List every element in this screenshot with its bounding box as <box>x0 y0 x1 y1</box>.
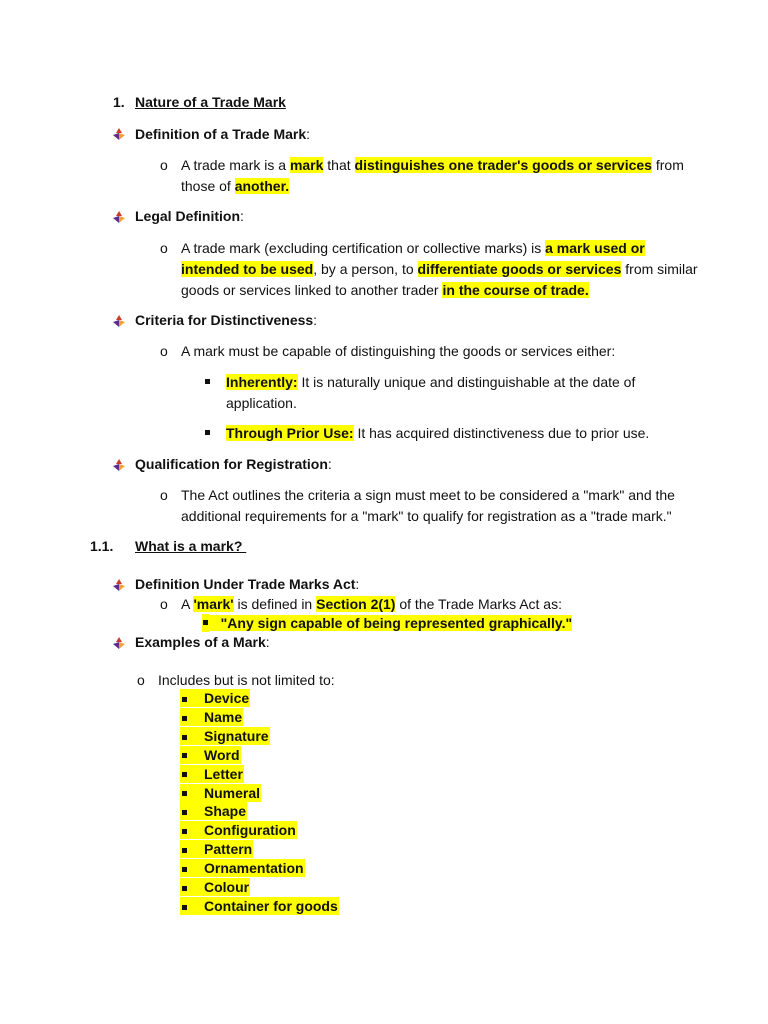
qualification-text-line-1: The Act outlines the criteria a sign must meet to be considered a "mark" and the <box>181 487 675 503</box>
criteria-prior-use: Through Prior Use: It has acquired distinctiveness due to prior use. <box>226 425 650 441</box>
arrow-bullet-icon <box>113 315 125 327</box>
example-item <box>180 840 253 858</box>
square-bullet-icon <box>182 886 187 891</box>
example-item-label: Shape <box>204 803 247 820</box>
criteria-heading: Criteria for Distinctiveness: <box>135 312 318 328</box>
example-item-label: Word <box>204 746 240 763</box>
section-1-number: 1. <box>113 94 125 110</box>
example-item-label: Colour <box>204 879 250 895</box>
square-bullet-icon <box>205 430 210 435</box>
square-bullet-icon <box>182 867 187 872</box>
example-item-label: Numeral <box>204 784 261 801</box>
square-bullet-icon <box>182 772 187 777</box>
square-bullet-icon <box>182 810 187 815</box>
example-item <box>180 708 243 726</box>
example-item <box>180 727 270 745</box>
qualification-heading: Qualification for Registration: <box>135 456 332 472</box>
legal-definition-heading: Legal Definition: <box>135 208 244 224</box>
example-item-label: Configuration <box>204 822 296 839</box>
criteria-inherently-line-2: application. <box>226 395 297 411</box>
square-bullet-icon <box>182 829 187 834</box>
circle-bullet-icon: o <box>160 596 168 612</box>
definition-text-line-2: those of another. <box>181 178 290 194</box>
act-definition-text: A 'mark' is defined in Section 2(1) of the Trade Marks Act as: <box>181 596 562 612</box>
square-bullet-icon <box>182 848 187 853</box>
example-item <box>180 821 297 839</box>
example-item-label: Pattern <box>204 841 253 858</box>
arrow-bullet-icon <box>113 459 125 471</box>
example-item <box>180 878 250 896</box>
circle-bullet-icon: o <box>160 157 168 173</box>
example-item <box>180 784 261 802</box>
example-item-label: Name <box>204 708 243 725</box>
section-1-title: Nature of a Trade Mark <box>135 94 286 110</box>
example-item-label: Signature <box>204 727 269 744</box>
section-1-1-number: 1.1. <box>90 538 114 554</box>
qualification-text-line-2: additional requirements for a "mark" to qualify for registration as a "trade mark." <box>181 508 672 524</box>
criteria-inherently-line-1: Inherently: It is naturally unique and distinguishable at the date of <box>226 374 636 390</box>
square-bullet-icon <box>182 753 187 758</box>
square-bullet-icon <box>182 697 187 702</box>
example-item <box>180 897 339 915</box>
legal-text-line-3: goods or services linked to another trader in the course of trade. <box>181 282 589 298</box>
example-item <box>180 689 250 707</box>
definition-heading: Definition of a Trade Mark: <box>135 126 311 142</box>
definition-text-line-1: A trade mark is a mark that distinguishes one trader's goods or services from <box>181 157 684 173</box>
example-item-label: Letter <box>204 765 243 782</box>
example-item <box>180 802 247 820</box>
example-item <box>180 859 305 877</box>
criteria-intro: A mark must be capable of distinguishing the goods or services either: <box>181 343 616 359</box>
circle-bullet-icon: o <box>160 240 168 256</box>
circle-bullet-icon: o <box>160 343 168 359</box>
example-item-label: Ornamentation <box>204 860 304 877</box>
section-1-1-title: What is a mark? <box>135 538 247 554</box>
arrow-bullet-icon <box>113 579 125 591</box>
examples-intro: Includes but is not limited to: <box>158 672 335 688</box>
act-definition-quote: "Any sign capable of being represented graphically." <box>202 614 572 632</box>
square-bullet-icon <box>182 905 187 910</box>
legal-text-line-1: A trade mark (excluding certification or collective marks) is a mark used or <box>181 240 645 256</box>
square-bullet-icon <box>182 791 187 796</box>
example-item <box>180 765 244 783</box>
legal-text-line-2: intended to be used, by a person, to differentiate goods or services from similar <box>181 261 698 277</box>
square-bullet-icon <box>182 716 187 721</box>
example-item <box>180 746 241 764</box>
arrow-bullet-icon <box>113 637 125 649</box>
arrow-bullet-icon <box>113 211 125 223</box>
examples-heading: Examples of a Mark: <box>135 634 270 650</box>
arrow-bullet-icon <box>113 128 125 140</box>
example-item-label: Device <box>204 690 250 706</box>
circle-bullet-icon: o <box>160 487 168 503</box>
act-definition-heading: Definition Under Trade Marks Act: <box>135 576 360 592</box>
square-bullet-icon <box>205 379 210 384</box>
square-bullet-icon <box>182 735 187 740</box>
circle-bullet-icon: o <box>137 672 145 688</box>
example-item-label: Container for goods <box>204 897 338 914</box>
